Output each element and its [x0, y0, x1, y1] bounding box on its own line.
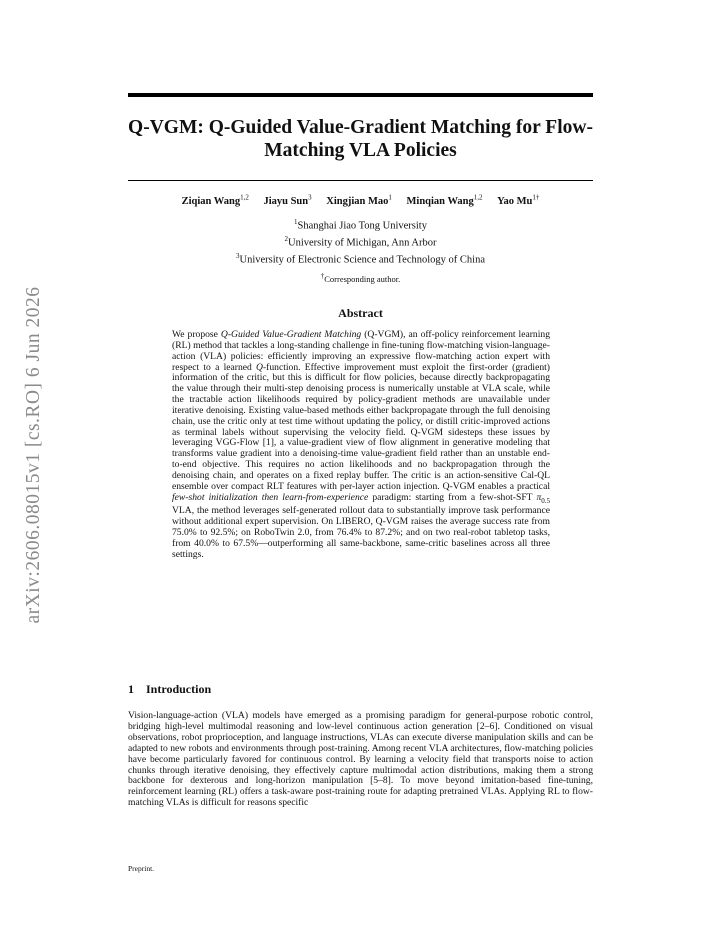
author: Ziqian Wang$^{1,2}$	[181, 193, 249, 207]
method-name: Q-Guided Value-Gradient Matching	[220, 329, 362, 340]
corresponding-author-note: †Corresponding author.	[320, 272, 401, 284]
title-top-rule	[128, 93, 593, 97]
affiliation-list	[128, 216, 593, 286]
affiliation: $^2$University of Michigan, Ann Arbor	[284, 235, 437, 249]
affiliation: $^1$Shanghai Jiao Tong University	[294, 218, 427, 232]
introduction-text: Vision-language-action (VLA) models have emerged as a promising paradigm for general-purpose robotic control, bridging high-level multimodal reasoning and low-level continuous action generation [2–6]. Conditioned on visual observations, robot proprioception, and language instructions, VLAs can execute diverse manipulation skills and can be adapted to new robots and environments through post-training. Among recent VLA architectures, flow-matching policies have become particularly favored for continuous control. By learning a velocity field that transports noise to action chunks through iterative denoising, they effectively capture multimodal action distributions, making them a strong backbone for dexterous and long-horizon manipulation [5–8]. To move beyond imitation-based fine-tuning, reinforcement learning (RL) offers a task-aware post-training route for adapting pretrained VLAs. Applying RL to flow-matching VLAs is difficult for reasons specific	[128, 710, 593, 809]
author-list	[128, 193, 593, 207]
abstract-heading: Abstract	[338, 306, 383, 320]
affiliation: $^3$University of Electronic Science and Technology of China	[236, 252, 485, 266]
author: Xingjian Mao$^1$	[326, 193, 392, 207]
arxiv-identifier-stamp	[14, 265, 54, 645]
author: Yao $Mu^{1\dagger}$	[497, 193, 540, 207]
paradigm-name: few-shot initialization then learn-from-experience	[172, 491, 369, 503]
author: Jiayu Sun$^3$	[263, 193, 312, 207]
abstract-text: We propose Q-Guided Value-Gradient Matching (Q-VGM), an off-policy reinforcement learning (RL) method that tackles a long-standing challenge in fine-tuning flow-matching vision-language-action (VLA) policies: efficiently improving an expressive flow-matching action expert with respect to a learned Q-function. Effective improvement must exploit the first-order (gradient) information of the critic, but this is difficult for flow policies, because directly backpropagating the value through their multi-step denoising process is numerically unstable at VLA scale, while the tractable action likelihoods required by policy-gradient methods are unavailable under iterative denoising. Existing value-based methods either backpropagate through the full denoising chain, use the critic only at test time without updating the policy, or distill critic-improved actions as terminal labels without supervising the velocity field. Q-VGM sidesteps these issues by leveraging VGG-Flow [1], a value-gradient view of flow alignment in generative modeling that transforms value gradient into a denoising-time value-gradient field rather than an unstable end-to-end objective. This requires no action likelihoods and no backpropagation through the denoising chain, and operates on a fixed replay buffer. The critic is an action-sensitive Cal-QL ensemble over compact RLT features with per-layer action injection. Q-VGM enables a practical few-shot initialization then learn-from-experience paradigm: starting from a few-shot-SFT $\pi_{0.5}$ VLA, the method leverages self-generated rollout data to substantially improve task performance without additional expert supervision. On LIBERO, Q-VGM raises the average success rate from 75.0% to 92.5%; on RoboTwin 2.0, from 76.4% to 87.2%; and on two real-robot tabletop tasks, from 40.0% to 67.5%—outperforming all same-backbone, same-critic baselines across all three settings.	[172, 329, 551, 560]
arxiv-identifier-text: arXiv:2606.08015v1 [cs.RO] 6 Jun 2026	[23, 286, 44, 624]
paper-title: Q-VGM: Q-Guided Value-Gradient Matching for Flow-Matching VLA Policies	[128, 117, 593, 161]
section-heading-introduction: 1 Introduction	[128, 682, 212, 696]
author: Minqian Wang$^{1,2}$	[406, 193, 483, 207]
title-bottom-rule	[128, 180, 593, 181]
footer-note: Preprint.	[128, 864, 155, 873]
